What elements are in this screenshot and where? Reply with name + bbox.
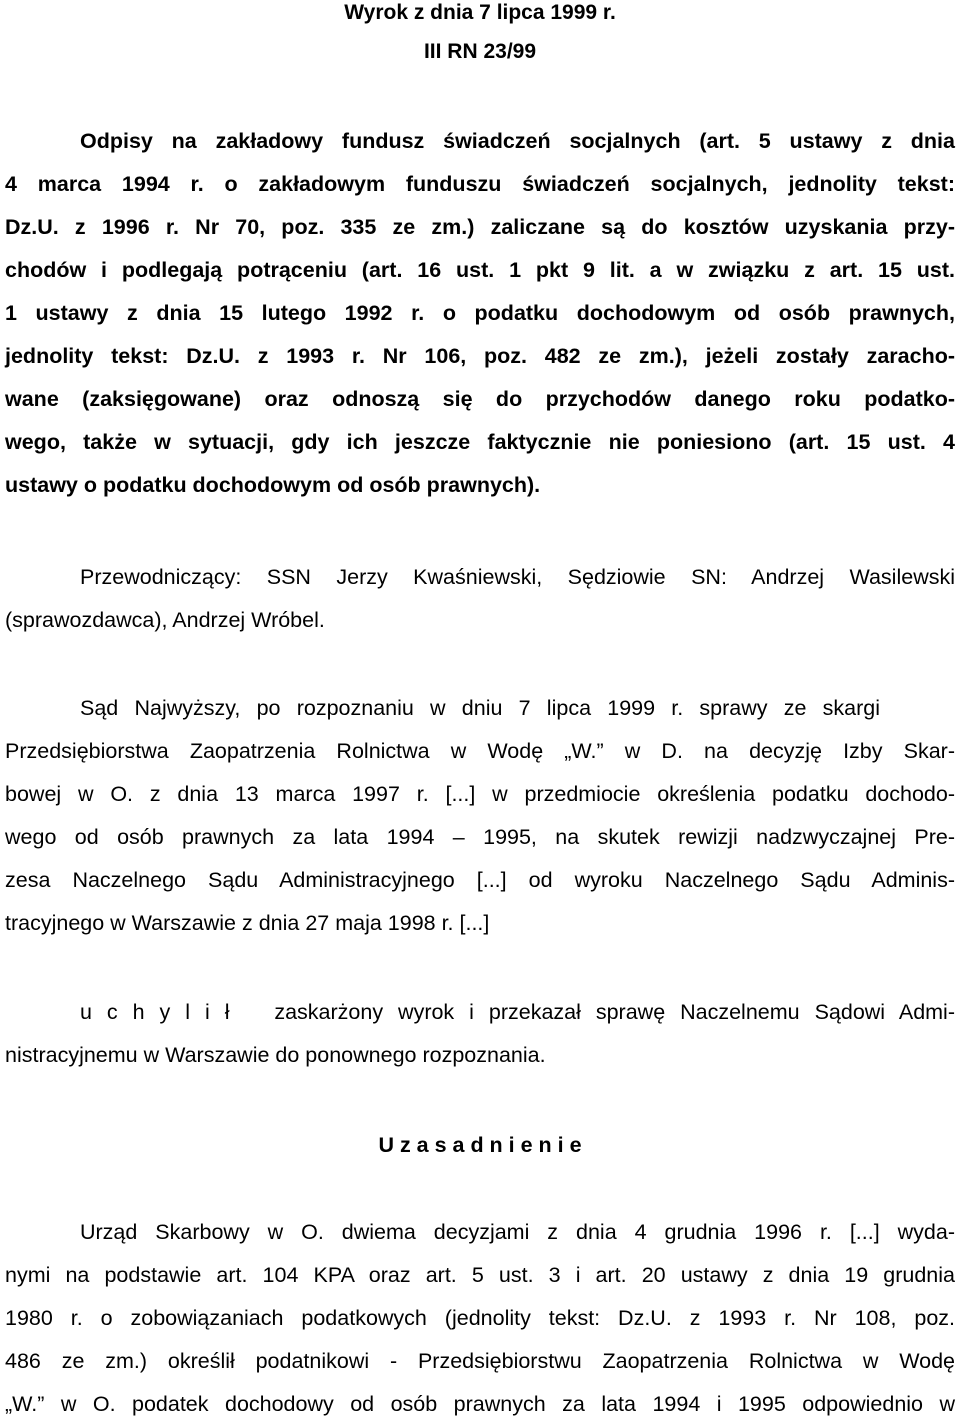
thesis-line: ustawy o podatku dochodowym od osób prawnych). [5, 473, 541, 497]
justification-line: Urząd Skarbowy w O. dwiema decyzjami z dnia 4 grudnia 1996 r. [...] wyda- [80, 1220, 955, 1244]
intro-line: wego od osób prawnych za lata 1994 – 1995, na skutek rewizji nadzwyczajnej Pre- [5, 825, 955, 849]
intro-line: Sąd Najwyższy, po rozpoznaniu w dniu 7 lipca 1999 r. sprawy ze skargi [80, 696, 880, 720]
composition-line: Przewodniczący: SSN Jerzy Kwaśniewski, Sędziowie SN: Andrzej Wasilewski [80, 565, 955, 589]
thesis-line: wane (zaksięgowane) oraz odnoszą się do przychodów danego roku podatko- [5, 387, 955, 411]
thesis-line: jednolity tekst: Dz.U. z 1993 r. Nr 106, poz. 482 ze zm.), jeżeli zostały zaracho- [5, 344, 955, 368]
case-number: III RN 23/99 [423, 40, 537, 63]
thesis-line: 1 ustawy z dnia 15 lutego 1992 r. o podatku dochodowym od osób prawnych, [5, 301, 955, 325]
justification-heading: U z a s a d n i e n i e [378, 1133, 582, 1157]
thesis-line: Dz.U. z 1996 r. Nr 70, poz. 335 ze zm.) zaliczane są do kosztów uzyskania przy- [5, 215, 955, 239]
intro-line: tracyjnego w Warszawie z dnia 27 maja 1998 r. [...] [5, 911, 490, 935]
ruling-line: nistracyjnemu w Warszawie do ponownego rozpoznania. [5, 1043, 546, 1067]
thesis-line: wego, także w sytuacji, gdy ich jeszcze faktycznie nie poniesiono (art. 15 ust. 4 [5, 430, 955, 454]
justification-line: 486 ze zm.) określił podatnikowi - Przedsiębiorstwu Zaopatrzenia Rolnictwa w Wodę [5, 1349, 955, 1373]
thesis-line: chodów i podlegają potrąceniu (art. 16 ust. 1 pkt 9 lit. a w związku z art. 15 ust. [5, 258, 955, 282]
justification-line: 1980 r. o zobowiązaniach podatkowych (jednolity tekst: Dz.U. z 1993 r. Nr 108, poz. [5, 1306, 955, 1330]
intro-line: bowej w O. z dnia 13 marca 1997 r. [...] w przedmiocie określenia podatku dochodo- [5, 782, 955, 806]
intro-line: zesa Naczelnego Sądu Administracyjnego [...] od wyroku Naczelnego Sądu Adminis- [5, 868, 955, 892]
composition-line: (sprawozdawca), Andrzej Wróbel. [5, 608, 325, 632]
thesis-line: Odpisy na zakładowy fundusz świadczeń socjalnych (art. 5 ustawy z dnia [80, 129, 955, 153]
judgment-date-title: Wyrok z dnia 7 lipca 1999 r. [344, 1, 616, 24]
thesis-line: 4 marca 1994 r. o zakładowym funduszu świadczeń socjalnych, jednolity tekst: [5, 172, 955, 196]
ruling-line: u c h y l i ł zaskarżony wyrok i przekazał sprawę Naczelnemu Sądowi Admi- [80, 1000, 955, 1024]
intro-line: Przedsiębiorstwa Zaopatrzenia Rolnictwa w Wodę „W.” w D. na decyzję Izby Skar- [5, 739, 955, 763]
justification-line: nymi na podstawie art. 104 KPA oraz art. 5 ust. 3 i art. 20 ustawy z dnia 19 grudnia [5, 1263, 955, 1287]
justification-line: „W.” w O. podatek dochodowy od osób prawnych za lata 1994 i 1995 odpowiednio w [5, 1392, 955, 1416]
